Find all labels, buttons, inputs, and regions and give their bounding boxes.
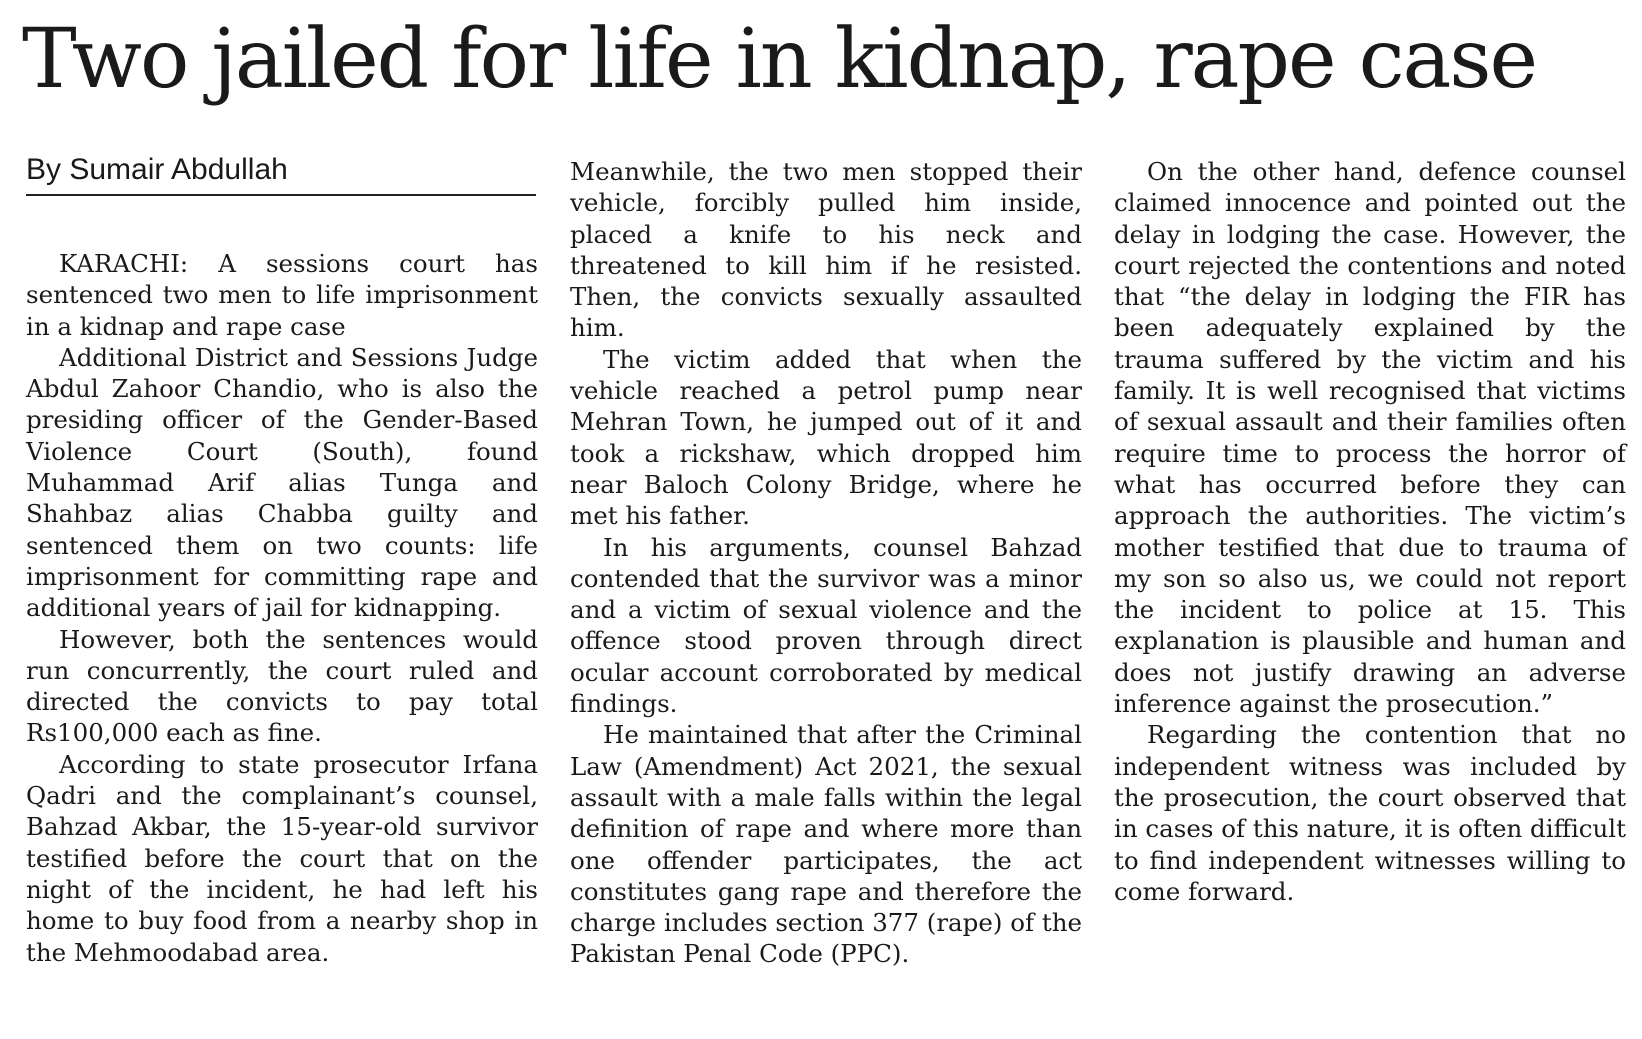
article-column-2 xyxy=(570,156,1082,970)
paragraph: He maintained that after the Criminal Law (Amendment) Act 2021, the sexual assault with a male falls within the legal definition of rape and where more than one offender participates, the act constitutes gang rape and therefore the charge includes section 377 (rape) of the Pakistan Penal Code (PPC). xyxy=(570,720,1082,969)
byline: By Sumair Abdullah xyxy=(26,150,536,196)
article-column-1 xyxy=(26,248,538,968)
paragraph: The victim added that when the vehicle reached a petrol pump near Mehran Town, he jumped out of it and took a rickshaw, which dropped him near Baloch Colony Bridge, where he met his father. xyxy=(570,344,1082,531)
paragraph: Meanwhile, the two men stopped their vehicle, forcibly pulled him inside, placed a knife to his neck and threatened to kill him if he resisted. Then, the convicts sexually assaulted him. xyxy=(570,157,1082,343)
headline: Two jailed for life in kidnap, rape case xyxy=(22,12,1537,107)
paragraph: In his arguments, counsel Bahzad contended that the survivor was a minor and a victim of sexual violence and the offence stood proven through direct ocular account corroborated by medical findings. xyxy=(570,532,1082,719)
paragraph: Regarding the contention that no independent witness was included by the prosecution, the court observed that in cases of this nature, it is often difficult to find independent witnesses willing to come forward. xyxy=(1114,720,1626,906)
paragraph: Additional District and Sessions Judge Abdul Zahoor Chandio, who is also the presiding officer of the Gender-Based Violence Court (South), found Muhammad Arif alias Tunga and Shahbaz alias Chabba guilty and sentenced them on two counts: life imprisonment for committing rape and additional years of jail for kidnapping. xyxy=(26,342,538,623)
paragraph: However, both the sentences would run concurrently, the court ruled and directed the convicts to pay total Rs100,000 each as fine. xyxy=(26,624,538,748)
article-column-3 xyxy=(1114,156,1626,907)
paragraph: KARACHI: A sessions court has sentenced two men to life imprisonment in a kidnap and rape case xyxy=(26,249,538,341)
paragraph: According to state prosecutor Irfana Qadri and the complainant’s counsel, Bahzad Akbar, the 15-year-old survivor testified before the court that on the night of the incident, he had left his home to buy food from a nearby shop in the Mehmoodabad area. xyxy=(26,749,538,967)
paragraph: On the other hand, defence counsel claimed innocence and pointed out the delay in lodging the case. However, the court rejected the contentions and noted that “the delay in lodging the FIR has been adequately explained by the trauma suffered by the victim and his family. It is well recognised that victims of sexual assault and their families often require time to process the horror of what has occurred before they can approach the authorities. The victim’s mother testified that due to trauma of my son so also us, we could not report the incident to police at 15. This explanation is plausible and human and does not justify drawing an adverse inference against the prosecution.” xyxy=(1114,157,1626,719)
